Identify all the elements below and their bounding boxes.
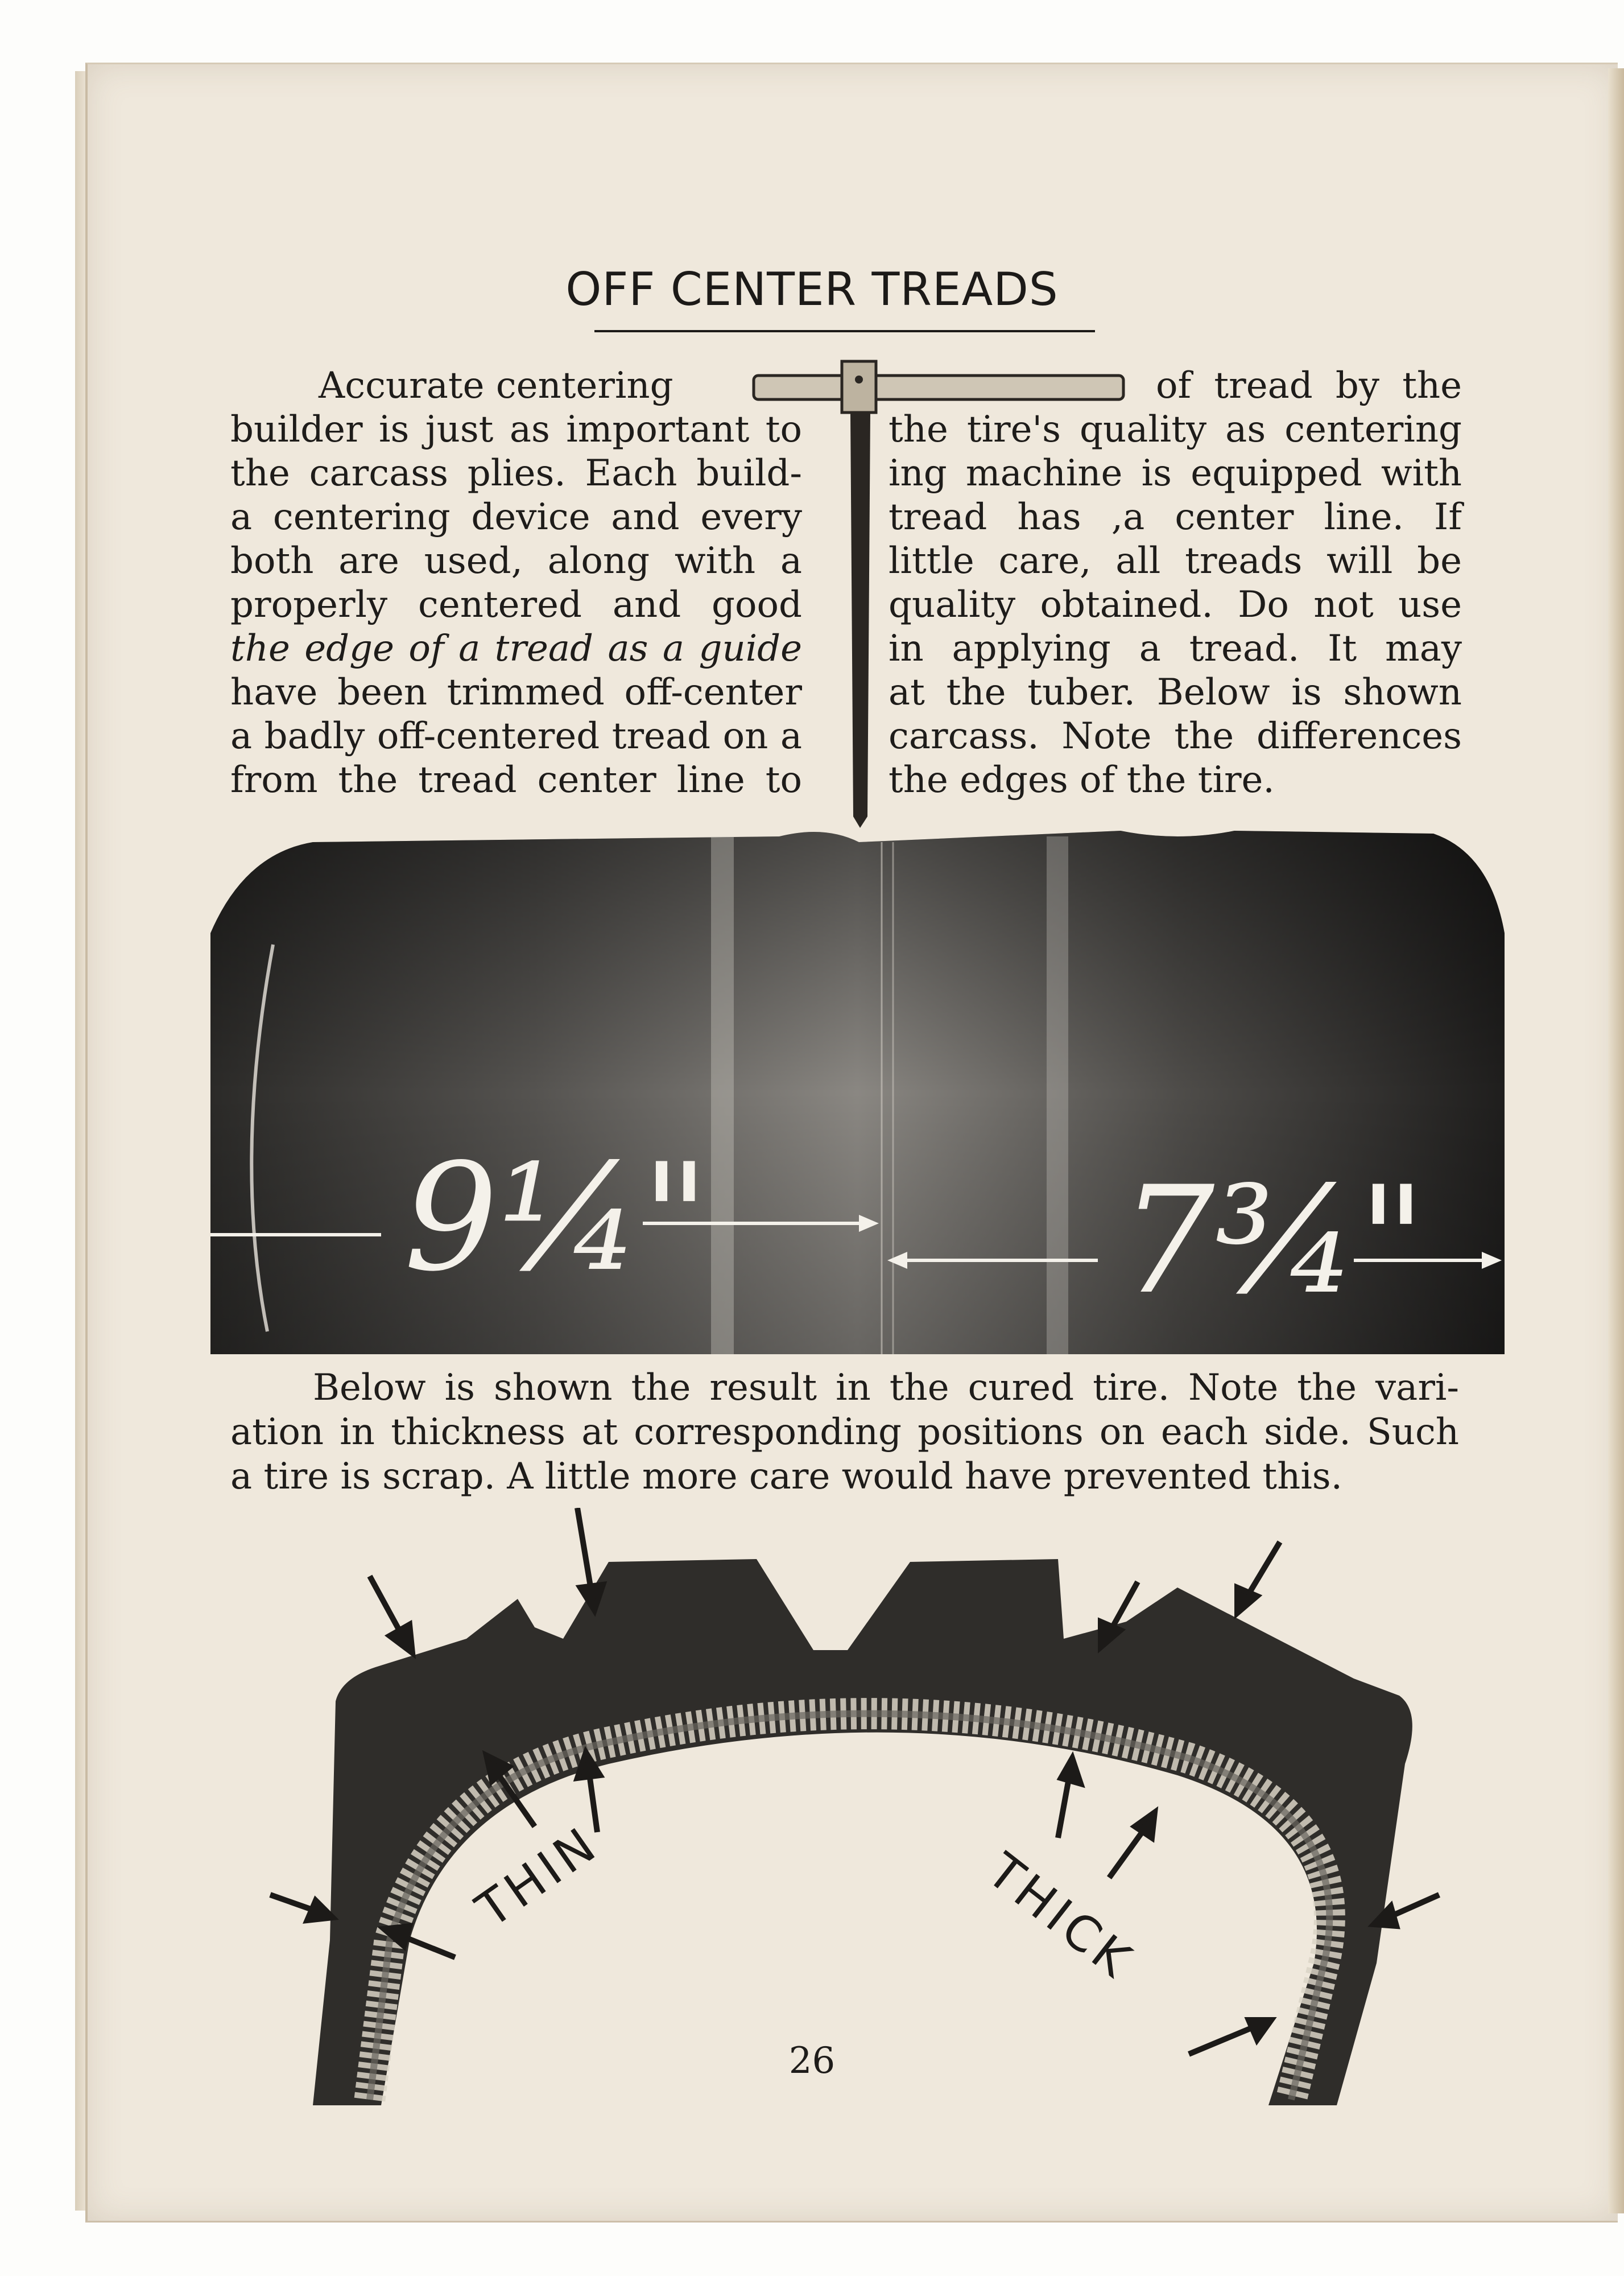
left-line: properly centered and good	[230, 584, 802, 626]
thick-label: THICK	[977, 1842, 1144, 1991]
paragraph-line: a tire is scrap. A little more care would have prevented this.	[230, 1456, 1342, 1498]
title-underline	[594, 330, 1095, 332]
left-line: Accurate centering	[319, 365, 673, 407]
right-measure-label: 7¾"	[1121, 1155, 1427, 1327]
page-title: OFF CENTER TREADS	[565, 263, 1059, 316]
cured-tire-paragraph	[230, 1366, 1459, 1499]
left-line: have been trimmed off-center	[230, 671, 802, 714]
right-line: little care, all treads will be	[889, 540, 1462, 582]
right-line: the tire's quality as centering	[889, 409, 1462, 451]
paragraph-line: ation in thickness at corresponding positions on each side. Such	[230, 1411, 1459, 1453]
right-line: of tread by the	[1156, 365, 1462, 407]
page-number: 26	[788, 2040, 836, 2082]
right-text-column	[889, 364, 1462, 802]
thin-label: THIN	[466, 1815, 609, 1939]
left-line: a badly off-centered tread on a	[230, 715, 802, 757]
right-line: in applying a tread. It may	[889, 628, 1462, 670]
right-line: tread has ,a center line. If	[889, 496, 1462, 538]
right-line: at the tuber. Below is shown	[889, 671, 1462, 714]
paragraph-line: Below is shown the result in the cured tire. Note the vari-	[313, 1367, 1459, 1409]
left-line: a centering device and every	[230, 496, 802, 538]
right-line: ing machine is equipped with	[889, 452, 1462, 494]
tread-photo	[210, 819, 1505, 1354]
right-line: the edges of the tire.	[889, 759, 1275, 801]
left-line: from the tread center line to	[230, 759, 802, 801]
spine-edge	[1608, 68, 1624, 2213]
left-line: the edge of a tread as a guide	[230, 628, 802, 670]
left-line: builder is just as important to	[230, 409, 802, 451]
left-measure-label: 9¼"	[404, 1132, 710, 1304]
right-line: carcass. Note the differences	[889, 715, 1462, 757]
tire-cross-section-photo	[267, 1508, 1490, 2105]
left-line: both are used, along with a	[230, 540, 802, 582]
right-line: quality obtained. Do not use	[889, 584, 1462, 626]
left-text-column	[230, 364, 802, 802]
left-line: the carcass plies. Each build-	[230, 452, 802, 494]
